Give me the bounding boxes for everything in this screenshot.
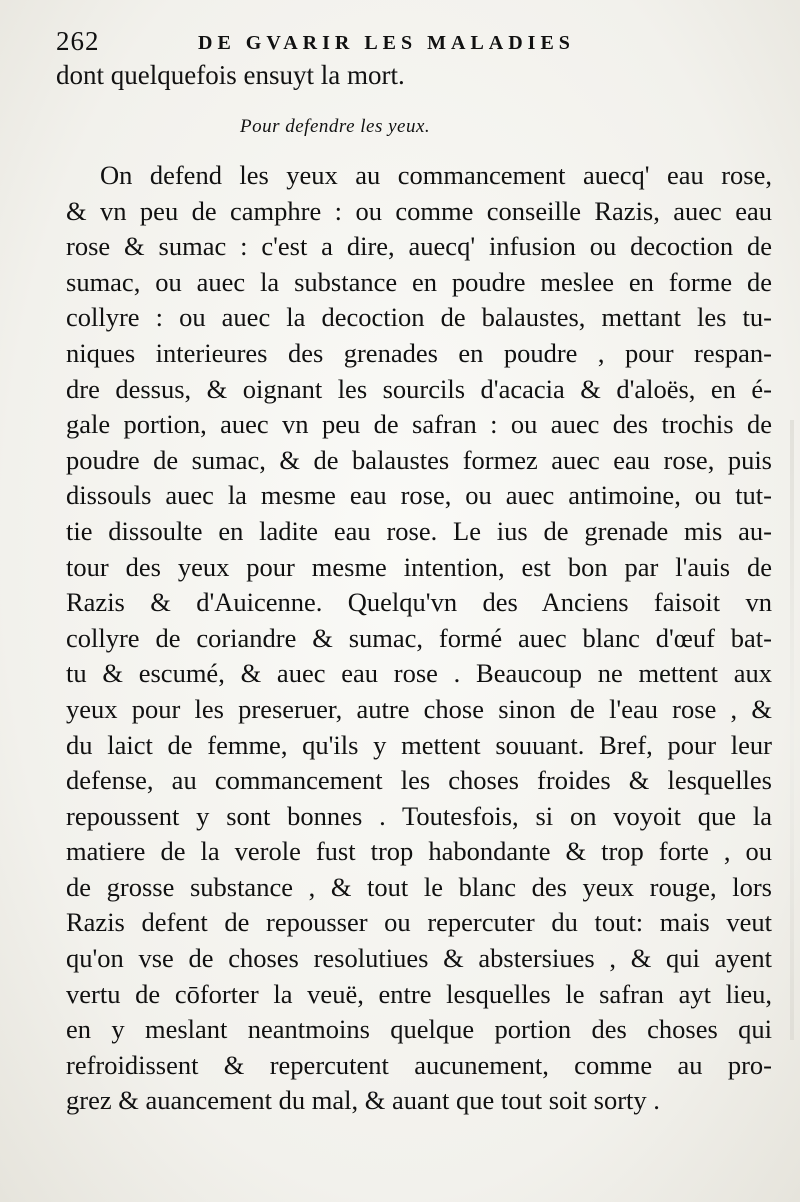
text-line: vertu de cōforter la veuë, entre lesquelles le safran ayt lieu,: [66, 978, 772, 1009]
text-line: en y meslant neantmoins quelque portion des choses qui: [66, 1014, 772, 1045]
text-line: yeux pour les preseruer, autre chose sinon de l'eau rose , &: [66, 693, 772, 724]
text-line: dissouls auec la mesme eau rose, ou auec antimoine, ou tut-: [66, 480, 772, 511]
text-line: dre dessus, & oignant les sourcils d'acacia & d'aloës, en é-: [66, 373, 772, 404]
text-line: Razis defent de repousser ou repercuter du tout: mais veut: [66, 907, 772, 938]
text-line: On defend les yeux au commancement auecq' eau rose,: [100, 160, 772, 190]
text-line: tour des yeux pour mesme intention, est bon par l'auis de: [66, 551, 772, 582]
text-line: matiere de la verole fust trop habondante & trop forte , ou: [66, 836, 772, 867]
text-line: & vn peu de camphre : ou comme conseille Razis, auec eau: [66, 195, 772, 226]
text-line: repoussent y sont bonnes . Toutesfois, si on voyoit que la: [66, 800, 772, 831]
running-head: DE GVARIR LES MALADIES: [198, 32, 575, 54]
text-line: rose & sumac : c'est a dire, auecq' infusion ou decoction de: [66, 231, 772, 262]
carryover-line: dont quelquefois ensuyt la mort.: [56, 60, 405, 90]
text-line: collyre de coriandre & sumac, formé auec blanc d'œuf bat-: [66, 622, 772, 653]
text-line: grez & auancement du mal, & auant que tout soit sorty .: [66, 1085, 660, 1116]
text-line: Razis & d'Auicenne. Quelqu'vn des Anciens faisoit vn: [66, 587, 772, 618]
text-line: tu & escumé, & auec eau rose . Beaucoup ne mettent aux: [66, 658, 772, 689]
page-header: [56, 26, 756, 62]
text-line: collyre : ou auec la decoction de balaustes, mettant les tu-: [66, 302, 772, 333]
text-line: poudre de sumac, & de balaustes formez auec eau rose, puis: [66, 444, 772, 475]
page-number: 262: [56, 26, 100, 56]
text-line: niques interieures des grenades en poudre , pour respan-: [66, 337, 772, 368]
text-line: sumac, ou auec la substance en poudre meslee en forme de: [66, 266, 772, 297]
section-title: Pour defendre les yeux.: [240, 116, 431, 137]
text-line: gale portion, auec vn peu de safran : ou auec des trochis de: [66, 409, 772, 440]
text-line: qu'on vse de choses resolutiues & abstersiues , & qui ayent: [66, 943, 772, 974]
page-edge-shadow: [790, 420, 794, 1040]
text-line: de grosse substance , & tout le blanc des yeux rouge, lors: [66, 871, 772, 902]
body-paragraph: [66, 158, 772, 1119]
text-line: du laict de femme, qu'ils y mettent souuant. Bref, pour leur: [66, 729, 772, 760]
text-line: tie dissoulte en ladite eau rose. Le ius de grenade mis au-: [66, 515, 772, 546]
text-line: defense, au commancement les choses froides & lesquelles: [66, 765, 772, 796]
text-line: refroidissent & repercutent aucunement, comme au pro-: [66, 1049, 772, 1080]
